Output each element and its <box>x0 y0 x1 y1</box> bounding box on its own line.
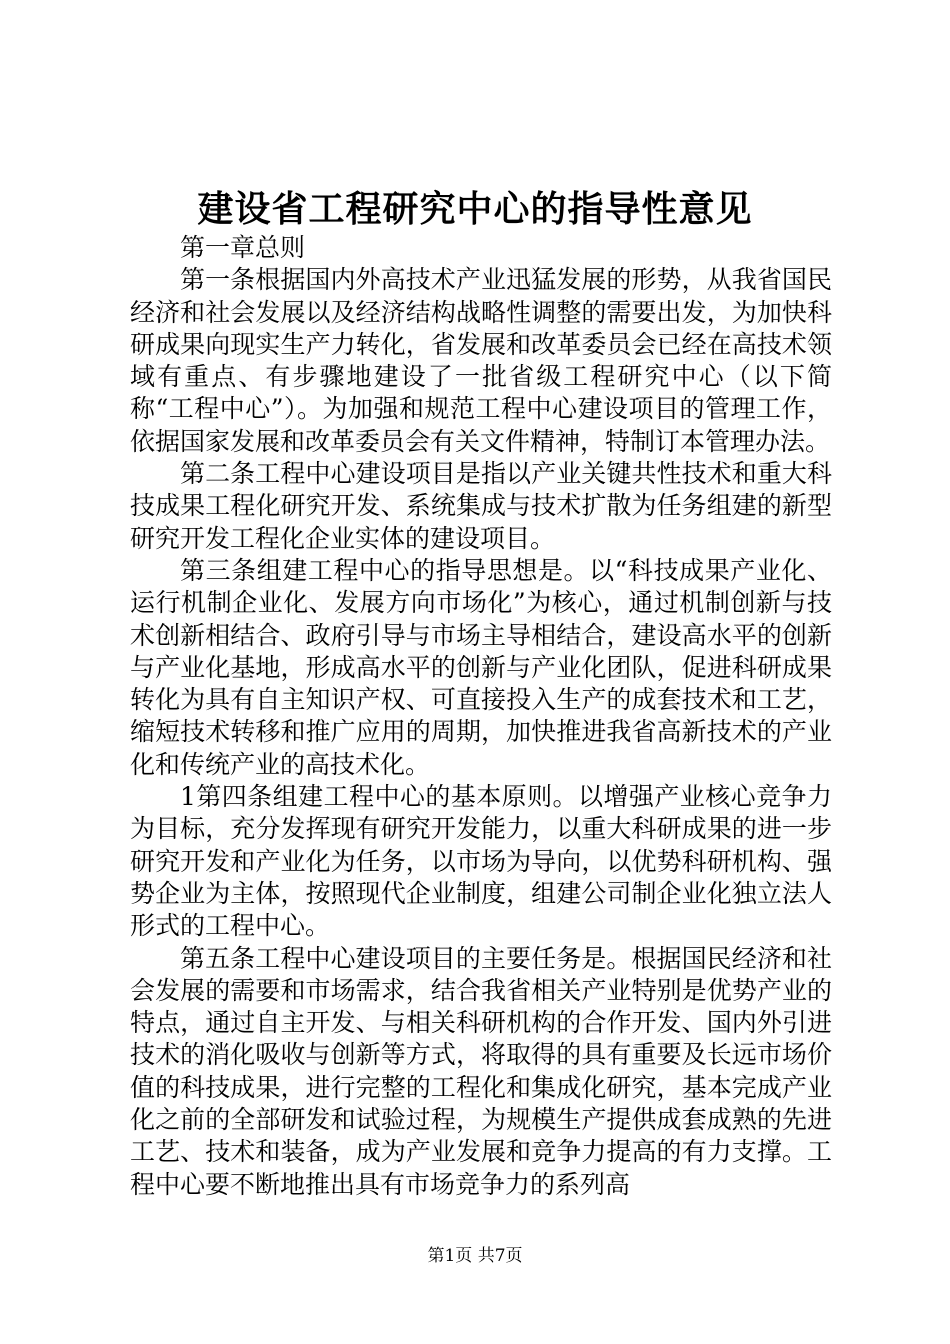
paragraph-article-4: 1第四条组建工程中心的基本原则。以增强产业核心竞争力为目标，充分发挥现有研究开发能力，以重大科研成果的进一步研究开发和产业化为任务，以市场为导向，以优势科研机构、强势企业为主体，按照现代企业制度，组建公司制企业化独立法人形式的工程中心。 <box>130 782 832 941</box>
document-body <box>130 232 832 1201</box>
paragraph-article-2: 第二条工程中心建设项目是指以产业关键共性技术和重大科技成果工程化研究开发、系统集成与技术扩散为任务组建的新型研究开发工程化企业实体的建设项目。 <box>130 459 832 553</box>
paragraph-article-5: 第五条工程中心建设项目的主要任务是。根据国民经济和社会发展的需要和市场需求，结合我省相关产业特别是优势产业的特点，通过自主开发、与相关科研机构的合作开发、国内外引进技术的消化吸收与创新等方式，将取得的具有重要及长远市场价值的科技成果，进行完整的工程化和集成化研究，基本完成产业化之前的全部研发和试验过程，为规模生产提供成套成熟的先进工艺、技术和装备，成为产业发展和竞争力提高的有力支撑。工程中心要不断地推出具有市场竞争力的系列高 <box>130 943 832 1199</box>
paragraph-article-1: 第一条根据国内外高技术产业迅猛发展的形势，从我省国民经济和社会发展以及经济结构战略性调整的需要出发，为加快科研成果向现实生产力转化，省发展和改革委员会已经在高技术领域有重点、有步骤地建设了一批省级工程研究中心（以下简称“工程中心”）。为加强和规范工程中心建设项目的管理工作，依据国家发展和改革委员会有关文件精神，特制订本管理办法。 <box>130 265 832 456</box>
document-title: 建设省工程研究中心的指导性意见 <box>197 188 753 230</box>
page-number-footer: 第1页 共7页 <box>427 1246 523 1266</box>
paragraph-article-3: 第三条组建工程中心的指导思想是。以“科技成果产业化、运行机制企业化、发展方向市场化”为核心，通过机制创新与技术创新相结合、政府引导与市场主导相结合，建设高水平的创新与产业化基地，形成高水平的创新与产业化团队，促进科研成果转化为具有自主知识产权、可直接投入生产的成套技术和工艺，缩短技术转移和推广应用的周期，加快推进我省高新技术的产业化和传统产业的高技术化。 <box>130 555 832 779</box>
chapter-heading: 第一章总则 <box>180 233 306 262</box>
